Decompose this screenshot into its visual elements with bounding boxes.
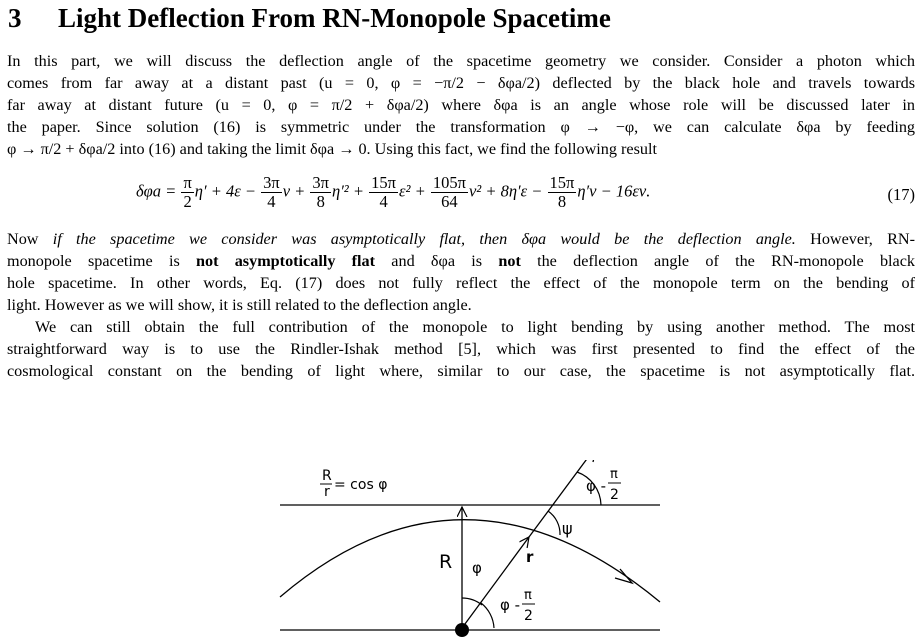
fraction [261, 174, 282, 211]
fraction [181, 174, 193, 211]
label-bottom-phi-minus: φ - [500, 596, 521, 614]
emphasis-text: if the spacetime we consider was asymptotically flat, then δφa would be the deflection angle. [52, 230, 796, 248]
numerator: 15π [549, 173, 575, 192]
denominator: 4 [379, 192, 388, 211]
denominator: 64 [441, 192, 458, 211]
text-line: light. However as we will show, it is still related to the deflection angle. [7, 296, 472, 314]
figure-eq-denominator: r [324, 484, 330, 500]
text-span: monopole spacetime is [7, 252, 196, 270]
numerator: π [183, 173, 192, 192]
fraction [369, 174, 398, 211]
label-top-pi: π [610, 467, 618, 482]
label-bottom-two: 2 [524, 608, 533, 624]
text-line: far away at distant future (u = 0, φ = π/2 + δφa/2) where δφa is an angle whose role will be discussed later in [7, 96, 915, 114]
equation-number: (17) [887, 185, 915, 204]
text-line: straightforward way is to use the Rindler-Ishak method [5], which was first presented to find the effect of the [7, 340, 915, 358]
equation-term: ε² + [399, 181, 426, 201]
black-hole-dot [455, 623, 469, 637]
figure-eq-rhs: = cos φ [334, 477, 388, 493]
text-line: hole spacetime. In other words, Eq. (17) does not fully reflect the effect of the monopole term on the bending of [7, 274, 915, 292]
equation-lhs: δφa = [136, 181, 177, 201]
paragraph-intro [7, 50, 915, 160]
bold-text: not asymptotically flat [195, 252, 376, 270]
figure-eq-numerator: R [322, 468, 332, 484]
section-title: Light Deflection From RN-Monopole Spacetime [58, 3, 611, 33]
label-r: r [526, 548, 534, 566]
text-span: Now [7, 230, 53, 248]
section-number: 3 [8, 3, 22, 33]
text-line [7, 250, 915, 272]
text-span: the deflection angle of the RN-monopole black [520, 252, 916, 270]
text-line [7, 228, 915, 250]
text-span: and δφa is [375, 252, 499, 270]
equation-term: η′² + [332, 181, 365, 201]
label-R: R [439, 551, 453, 573]
paragraph-discussion [7, 228, 915, 316]
equation-term: η′ν − 16εν. [577, 181, 651, 201]
text-line: We can still obtain the full contribution of the monopole to light bending by using another method. The most [35, 318, 915, 336]
numerator: 15π [371, 173, 396, 192]
equation-term: ν² + 8η′ε − [468, 181, 543, 201]
equation-term: η′ + 4ε − [194, 181, 256, 201]
text-line: φ → π/2 + δφa/2 into (16) and taking the limit δφa → 0. Using this fact, we find the following result [7, 140, 657, 158]
fraction [548, 174, 577, 211]
numerator: 3π [263, 173, 280, 192]
fraction [431, 174, 468, 211]
deflection-figure [268, 460, 668, 643]
numerator: 105π [432, 173, 466, 192]
text-span: However, RN- [795, 230, 915, 248]
label-bottom-pi: π [524, 588, 532, 603]
denominator: 2 [183, 192, 192, 211]
denominator: 8 [316, 192, 325, 211]
radius-r-line [462, 537, 529, 628]
equation-17 [136, 174, 650, 211]
label-top-phi-minus: φ - [586, 477, 607, 495]
bottom-angle-arc [481, 603, 494, 628]
bold-text: not [498, 252, 521, 270]
text-line: In this part, we will discuss the deflection angle of the spacetime geometry we consider. Consider a photon which [7, 52, 915, 70]
denominator: 4 [267, 192, 276, 211]
label-phi: φ [472, 559, 482, 577]
fraction [310, 174, 331, 211]
numerator: 3π [312, 173, 330, 192]
denominator: 8 [557, 192, 567, 211]
text-line: comes from far away at a distant past (u = 0, φ = −π/2 − δφa/2) deflected by the black hole and travels towards [7, 74, 915, 92]
equation-term: ν + [282, 181, 306, 201]
label-top-two: 2 [610, 487, 619, 503]
label-psi: ψ [562, 519, 573, 538]
text-line: cosmological constant on the bending of light where, similar to our case, the spacetime is not asymptotically flat. [7, 362, 915, 380]
section-heading [8, 2, 611, 34]
text-line: the paper. Since solution (16) is symmetric under the transformation φ → −φ, we can calculate δφa by feeding [7, 118, 916, 136]
light-path-curve [280, 520, 660, 602]
psi-arc [548, 511, 560, 535]
paragraph-method [7, 316, 915, 382]
